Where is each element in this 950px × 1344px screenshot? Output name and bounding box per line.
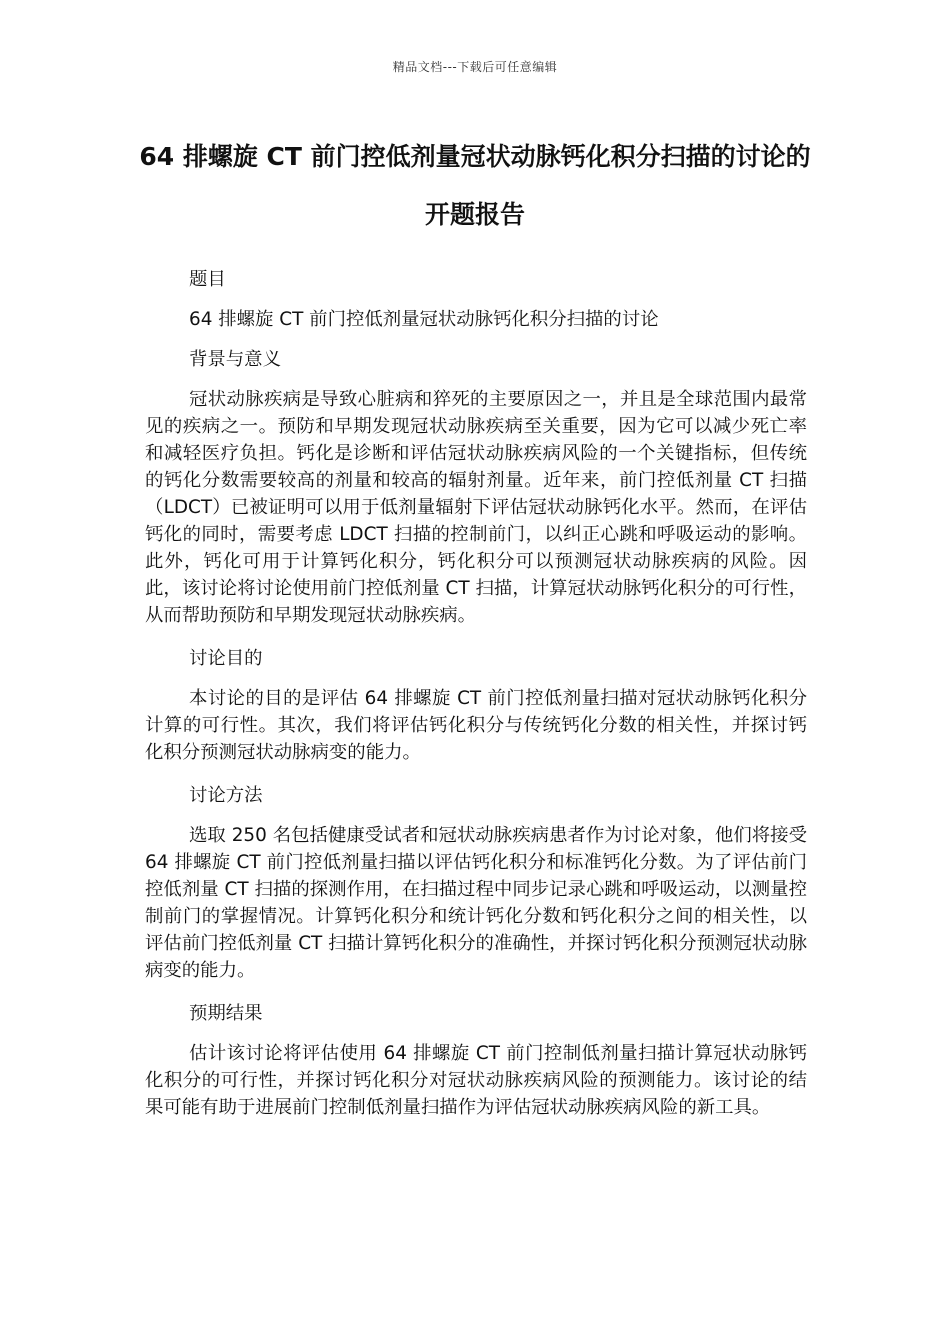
header-note: 精品文档---下载后可任意编辑 — [392, 60, 558, 74]
method-heading: 讨论方法 — [189, 785, 263, 806]
background-paragraph: 冠状动脉疾病是导致心脏病和猝死的主要原因之一，并且是全球范围内最常见的疾病之一。预防和早期发现冠状动脉疾病至关重要，因为它可以减少死亡率和减轻医疗负担。钙化是诊断和评估冠状动脉疾病风险的一个关键指标，但传统的钙化分数需要较高的剂量和较高的辐射剂量。近年来，前门控低剂量 CT 扫描（LDCT）已被证明可以用于低剂量辐射下评估冠状动脉钙化水平。然而，在评估钙化的同时，需要考虑 LDCT 扫描的控制前门，以纠正心跳和呼吸运动的影响。此外，钙化可用于计算钙化积分，钙化积分可以预测冠状动脉疾病的风险。因此，该讨论将讨论使用前门控低剂量 CT 扫描，计算冠状动脉钙化积分的可行性，从而帮助预防和早期发现冠状动脉疾病。 — [145, 389, 807, 626]
background-heading: 背景与意义 — [189, 349, 281, 370]
topic-text: 64 排螺旋 CT 前门控低剂量冠状动脉钙化积分扫描的讨论 — [189, 309, 659, 330]
topic-heading: 题目 — [189, 269, 226, 290]
results-heading: 预期结果 — [189, 1003, 263, 1024]
document-title: 64 排螺旋 CT 前门控低剂量冠状动脉钙化积分扫描的讨论的开题报告 — [139, 142, 811, 229]
purpose-paragraph: 本讨论的目的是评估 64 排螺旋 CT 前门控低剂量扫描对冠状动脉钙化积分计算的可行性。其次，我们将评估钙化积分与传统钙化分数的相关性，并探讨钙化积分预测冠状动脉病变的能力。 — [145, 688, 807, 763]
document-body — [145, 266, 807, 1137]
purpose-heading: 讨论目的 — [189, 648, 263, 669]
method-paragraph: 选取 250 名包括健康受试者和冠状动脉疾病患者作为讨论对象，他们将接受 64 排螺旋 CT 前门控低剂量扫描以评估钙化积分和标准钙化分数。为了评估前门控低剂量 CT 扫描的探测作用，在扫描过程中同步记录心跳和呼吸运动，以测量控制前门的掌握情况。计算钙化积分和统计钙化分数和钙化积分之间的相关性，以评估前门控低剂量 CT 扫描计算钙化积分的准确性，并探讨钙化积分预测冠状动脉病变的能力。 — [145, 825, 807, 981]
results-paragraph: 估计该讨论将评估使用 64 排螺旋 CT 前门控制低剂量扫描计算冠状动脉钙化积分的可行性，并探讨钙化积分对冠状动脉疾病风险的预测能力。该讨论的结果可能有助于进展前门控制低剂量扫描作为评估冠状动脉疾病风险的新工具。 — [145, 1043, 807, 1118]
